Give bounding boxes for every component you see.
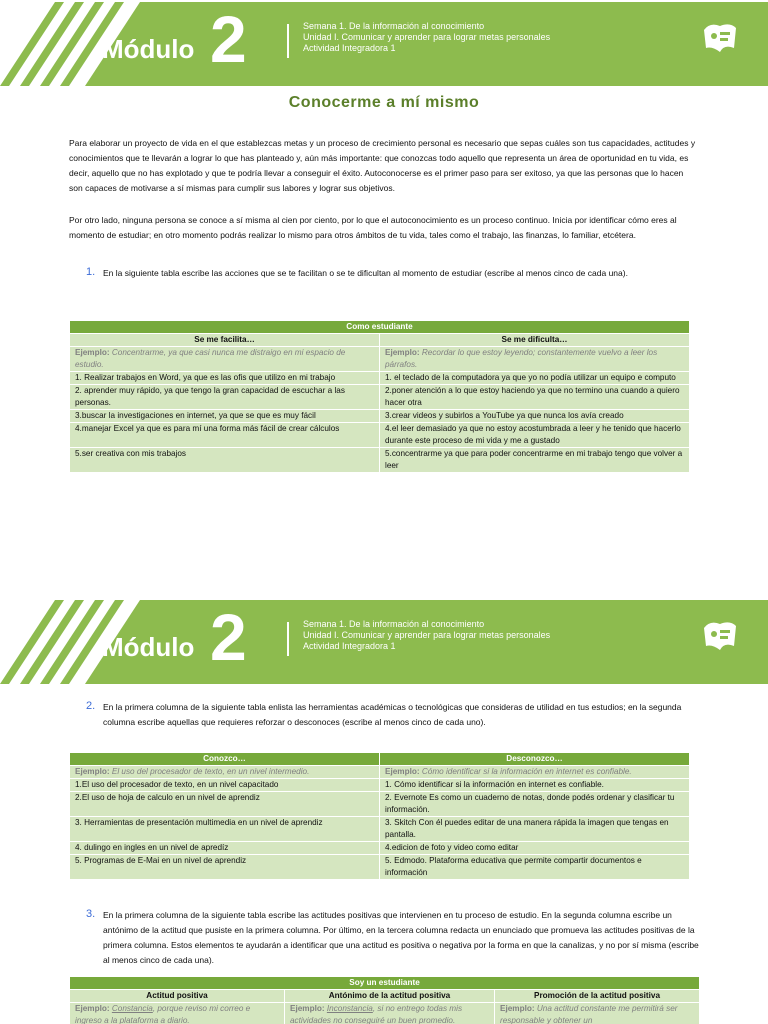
table-cell[interactable]: 5.concentrarme ya que para poder concentrarme en mi trabajo tengo que volver a leer [380, 448, 690, 473]
example-cell: Ejemplo: El uso del procesador de texto, en un nivel intermedio. [70, 766, 380, 779]
table-caption: Como estudiante [70, 321, 690, 334]
prepa-en-linea-logo-icon [700, 18, 740, 58]
question-number: 3. [86, 908, 96, 920]
column-header: Se me dificulta… [380, 334, 690, 347]
intro-paragraph-2: Por otro lado, ninguna persona se conoce a sí misma al cien por ciento, por lo que el autoconocimiento es un proceso continuo. Inicia por identificar cómo eres al momento de estudiar; en otro momento podrás realizar lo mismo para otros ámbitos de tu vida, tales como el trabajo, las finanzas, lo familiar, etcétera. [69, 215, 677, 240]
table-cell[interactable]: 2. Evernote Es como un cuaderno de notas, donde podés ordenar y clasificar tu información. [380, 792, 690, 817]
table-cell[interactable]: 1. el teclado de la computadora ya que yo no podía utilizar un equipo e computo [380, 372, 690, 385]
column-header: Promoción de la actitud positiva [495, 990, 700, 1003]
table-cell[interactable]: 3. Herramientas de presentación multimedia en un nivel de aprendiz [70, 817, 380, 842]
table-cell[interactable]: 5.ser creativa con mis trabajos [70, 448, 380, 473]
column-header: Antónimo de la actitud positiva [285, 990, 495, 1003]
example-cell: Ejemplo: Recordar lo que estoy leyendo; constantemente vuelvo a leer los párrafos. [380, 347, 690, 372]
banner-activity: Actividad Integradora 1 [303, 43, 396, 53]
example-cell: Ejemplo: Cómo identificar si la información en internet es confiable. [380, 766, 690, 779]
table-cell[interactable]: 2. aprender muy rápido, ya que tengo la gran capacidad de escuchar a las personas. [70, 385, 380, 410]
intro-paragraph-1: Para elaborar un proyecto de vida en el que establezcas metas y un proceso de crecimiento personal es necesario que sepas cuáles son tus capacidades, actitudes y conocimientos que te llevarán a lograr lo que has planteado y, aún más importante: que conozcas todo aquello que representa un área de oportunidad en tu vida, es decir, aquello que no has explotado y que te podría llevar a conseguir el éxito. Autoconocerse es el primer paso para ser exitoso, ya que las personas que lo hacen son capaces de motivarse a sí mismas para cumplir sus labores y lograr sus objetivos. [69, 138, 696, 193]
table-cell[interactable]: 5. Programas de E-Mai en un nivel de aprendiz [70, 855, 380, 880]
table-cell[interactable]: 1.El uso del procesador de texto, en un nivel capacitado [70, 779, 380, 792]
table-row [70, 779, 690, 792]
banner-info [303, 619, 550, 652]
question-number: 1. [86, 266, 96, 278]
study-table [69, 320, 690, 473]
table-cell[interactable]: 3.buscar la investigaciones en internet, ya que se que es muy fácil [70, 410, 380, 423]
banner-week: Semana 1. De la información al conocimiento [303, 619, 485, 629]
table-row [70, 410, 690, 423]
example-cell: Ejemplo: Constancia, porque reviso mi correo e ingreso a la plataforma a diario. [70, 1003, 285, 1024]
table-row [70, 423, 690, 448]
question-text: En la primera columna de la siguiente tabla escribe las actitudes positivas que intervienen en tu proceso de estudio. En la segunda columna escribe un antónimo de la actitud que pusiste en la primera columna. Por último, en la tercera columna redacta un enunciado que promueva las actitudes positivas de la primera columna. Estos elementos te ayudarán a identificar que una actitud es positiva o negativa por la forma en que la canalizas, y no por sí misma (escribe al menos cinco de cada una). [103, 910, 699, 965]
table-cell[interactable]: 2.poner atención a lo que estoy haciendo ya que no termino una cuando a quiero hacer otra [380, 385, 690, 410]
table-cell[interactable]: 4.edicion de foto y video como editar [380, 842, 690, 855]
module-word: Módulo [102, 34, 195, 64]
attitudes-table [69, 976, 700, 1024]
question-1 [86, 266, 700, 281]
table-caption: Soy un estudiante [70, 977, 700, 990]
banner-divider [287, 622, 289, 656]
table-cell[interactable]: 5. Edmodo. Plataforma educativa que permite compartir documentos e información [380, 855, 690, 880]
question-3 [86, 908, 700, 968]
column-header: Se me facilita… [70, 334, 380, 347]
module-number: 2 [210, 2, 247, 76]
module-banner-second [0, 598, 768, 684]
table-row [70, 842, 690, 855]
table-row [70, 385, 690, 410]
example-cell: Ejemplo: Una actitud constante me permitirá ser responsable y obtener un [495, 1003, 700, 1024]
table-cell[interactable]: 4.el leer demasiado ya que no estoy acostumbrada a leer y he tenido que hacerlo durante este proceso de mi vida y me a gustado [380, 423, 690, 448]
table-cell[interactable]: 4.manejar Excel ya que es para mí una forma más fácil de crear cálculos [70, 423, 380, 448]
question-text: En la primera columna de la siguiente tabla enlista las herramientas académicas o tecnológicas que consideras de utilidad en tus estudios; en la segunda columna escribe aquellas que requieres reforzar o desconoces (escribe al menos cinco de cada uno). [103, 702, 682, 727]
banner-activity: Actividad Integradora 1 [303, 641, 396, 651]
column-header: Desconozco… [380, 753, 690, 766]
table-row [70, 372, 690, 385]
table-row [70, 855, 690, 880]
column-header: Actitud positiva [70, 990, 285, 1003]
banner-unit: Unidad I. Comunicar y aprender para lograr metas personales [303, 32, 551, 42]
module-banner-top [0, 0, 768, 86]
question-text: En la siguiente tabla escribe las acciones que se te facilitan o se te dificultan al momento de estudiar (escribe al menos cinco de cada una). [103, 268, 628, 278]
table-cell[interactable]: 3. Skitch Con él puedes editar de una manera rápida la imagen que tengas en pantalla. [380, 817, 690, 842]
tools-table [69, 752, 690, 880]
table-cell[interactable]: 2.El uso de hoja de calculo en un nivel de aprendiz [70, 792, 380, 817]
table-cell[interactable]: 3.crear videos y subirlos a YouTube ya que nunca los avía creado [380, 410, 690, 423]
banner-unit: Unidad I. Comunicar y aprender para lograr metas personales [303, 630, 551, 640]
table-cell[interactable]: 1. Cómo identificar si la información en internet es confiable. [380, 779, 690, 792]
example-cell: Ejemplo: Inconstancia, si no entrego todas mis actividades no conseguiré un buen promedio. [285, 1003, 495, 1024]
question-number: 2. [86, 700, 96, 712]
table-row [70, 817, 690, 842]
banner-divider [287, 24, 289, 58]
banner-week: Semana 1. De la información al conocimiento [303, 21, 485, 31]
module-number: 2 [210, 600, 247, 674]
page-title: Conocerme a mí mismo [288, 94, 480, 111]
question-2 [86, 700, 700, 730]
table-row [70, 792, 690, 817]
example-cell: Ejemplo: Concentrarme, ya que casi nunca me distraigo en mi espacio de estudio. [70, 347, 380, 372]
prepa-en-linea-logo-icon [700, 616, 740, 656]
column-header: Conozco… [70, 753, 380, 766]
module-word: Módulo [102, 632, 195, 662]
table-row [70, 448, 690, 473]
table-cell[interactable]: 1. Realizar trabajos en Word, ya que es las ofis que utilizo en mi trabajo [70, 372, 380, 385]
table-cell[interactable]: 4. dulingo en ingles en un nivel de apredíz [70, 842, 380, 855]
banner-info [303, 21, 550, 54]
